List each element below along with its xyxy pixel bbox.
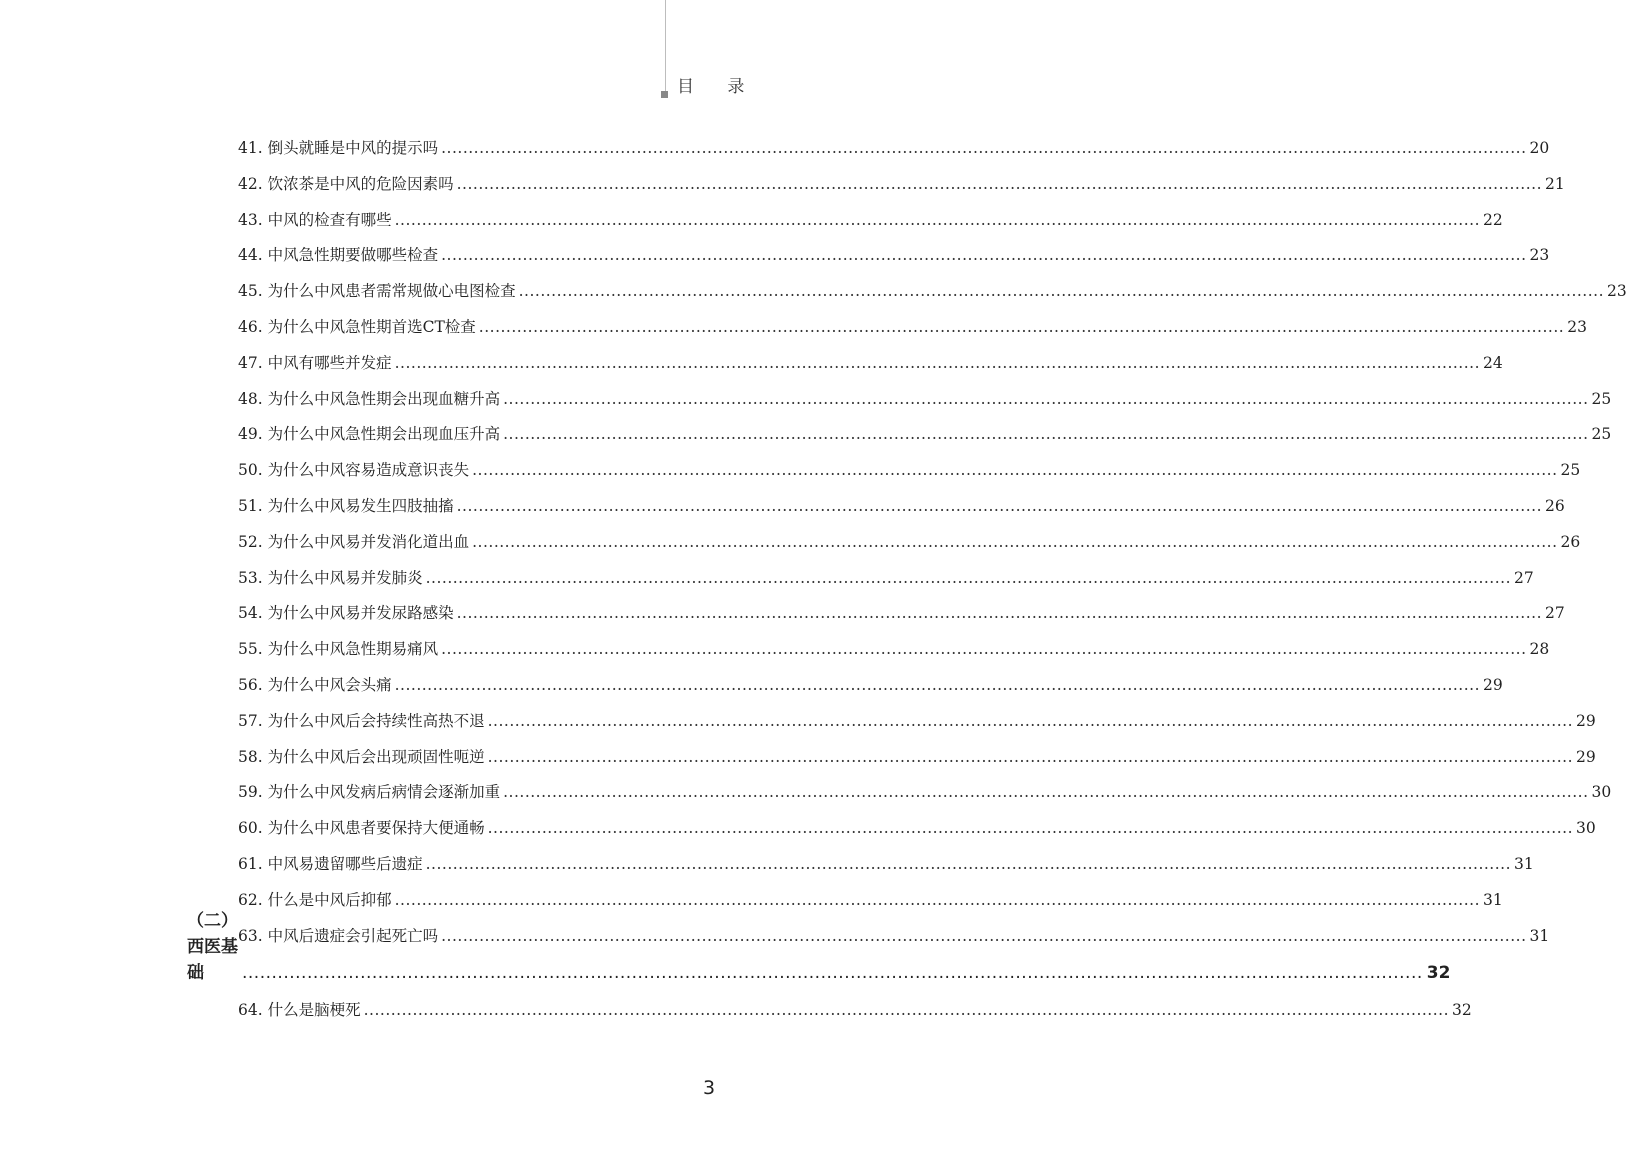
- section-page: 32: [1426, 963, 1451, 983]
- dot-leader: ........................................................................................................................................................................................................: [472, 461, 1558, 479]
- entry-number: 62.: [238, 891, 263, 909]
- entry-page: 25: [1591, 390, 1612, 408]
- toc-entry[interactable]: [238, 315, 1587, 339]
- dot-leader: ........................................................................................................................................................................................................: [242, 963, 1423, 983]
- toc-entry[interactable]: [238, 208, 1503, 232]
- entry-number: 42.: [238, 175, 263, 193]
- entry-number: 56.: [238, 676, 263, 694]
- toc-entry[interactable]: [238, 888, 1503, 912]
- dot-leader: ........................................................................................................................................................................................................: [394, 676, 1481, 694]
- toc-entry[interactable]: [238, 422, 1612, 446]
- dot-leader: ........................................................................................................................................................................................................: [487, 748, 1574, 766]
- entry-page: 25: [1591, 425, 1612, 443]
- entry-number: 55.: [238, 640, 263, 658]
- toc-entry[interactable]: [238, 637, 1550, 661]
- entry-title: 为什么中风易并发消化道出血: [267, 533, 470, 551]
- entry-page: 22: [1483, 211, 1503, 229]
- entry-number: 59.: [238, 783, 263, 801]
- dot-leader: ........................................................................................................................................................................................................: [503, 390, 1589, 408]
- entry-title: 中风易遗留哪些后遗症: [267, 855, 423, 873]
- entry-page: 31: [1514, 855, 1534, 873]
- dot-leader: ........................................................................................................................................................................................................: [503, 783, 1589, 801]
- dot-leader: ........................................................................................................................................................................................................: [441, 927, 1527, 945]
- entry-page: 23: [1567, 318, 1587, 336]
- dot-leader: ........................................................................................................................................................................................................: [456, 497, 1543, 515]
- toc-entry[interactable]: [238, 351, 1503, 375]
- dot-leader: ........................................................................................................................................................................................................: [472, 533, 1558, 551]
- running-header-title: 目 录: [677, 77, 759, 97]
- entry-number: 58.: [238, 748, 263, 766]
- entry-page: 27: [1514, 569, 1534, 587]
- entry-page: 30: [1591, 783, 1612, 801]
- toc-entry[interactable]: [238, 387, 1612, 411]
- entry-number: 53.: [238, 569, 263, 587]
- entry-page: 32: [1452, 1001, 1472, 1019]
- entry-page: 31: [1529, 927, 1550, 945]
- section-label: （二）西医基础: [187, 911, 238, 983]
- entry-title: 中风的检查有哪些: [267, 211, 392, 229]
- dot-leader: ........................................................................................................................................................................................................: [518, 282, 1605, 300]
- entry-title: 为什么中风后会出现顽固性呃逆: [267, 748, 485, 766]
- toc-entry[interactable]: [238, 780, 1612, 804]
- entry-title: 为什么中风后会持续性高热不退: [267, 712, 485, 730]
- toc-entry[interactable]: [238, 458, 1581, 482]
- entry-title: 为什么中风易并发尿路感染: [267, 604, 454, 622]
- dot-leader: ........................................................................................................................................................................................................: [441, 246, 1527, 264]
- dot-leader: ........................................................................................................................................................................................................: [425, 855, 1512, 873]
- entry-title: 为什么中风易并发肺炎: [267, 569, 423, 587]
- entry-page: 26: [1545, 497, 1565, 515]
- entry-number: 44.: [238, 246, 263, 264]
- entry-title: 为什么中风患者需常规做心电图检查: [267, 282, 516, 300]
- entry-number: 63.: [238, 927, 263, 945]
- toc-entry[interactable]: [238, 998, 1472, 1022]
- entry-number: 46.: [238, 318, 263, 336]
- entry-number: 51.: [238, 497, 263, 515]
- entry-page: 26: [1560, 533, 1581, 551]
- entry-number: 43.: [238, 211, 263, 229]
- toc-entry[interactable]: [238, 172, 1565, 196]
- entry-page: 28: [1529, 640, 1550, 658]
- entry-page: 29: [1576, 748, 1596, 766]
- entry-page: 30: [1576, 819, 1596, 837]
- dot-leader: ........................................................................................................................................................................................................: [363, 1001, 1450, 1019]
- entry-number: 52.: [238, 533, 263, 551]
- entry-title: 中风后遗症会引起死亡吗: [267, 927, 439, 945]
- entry-number: 54.: [238, 604, 263, 622]
- toc-entry[interactable]: [238, 530, 1581, 554]
- dot-leader: ........................................................................................................................................................................................................: [441, 640, 1527, 658]
- dot-leader: ........................................................................................................................................................................................................: [456, 604, 1543, 622]
- entry-number: 48.: [238, 390, 263, 408]
- toc-entry[interactable]: [238, 566, 1534, 590]
- entry-number: 47.: [238, 354, 263, 372]
- entry-page: 24: [1483, 354, 1503, 372]
- entry-title: 为什么中风易发生四肢抽搐: [267, 497, 454, 515]
- entry-number: 61.: [238, 855, 263, 873]
- toc-entry[interactable]: [238, 494, 1565, 518]
- page-number: 3: [703, 1077, 716, 1099]
- entry-title: 为什么中风患者要保持大便通畅: [267, 819, 485, 837]
- entry-page: 25: [1560, 461, 1581, 479]
- toc-entry[interactable]: [238, 243, 1550, 267]
- entry-page: 31: [1483, 891, 1503, 909]
- entry-title: 为什么中风会头痛: [267, 676, 392, 694]
- toc-entry[interactable]: [238, 136, 1550, 160]
- entry-page: 29: [1576, 712, 1596, 730]
- toc-entry[interactable]: [238, 279, 1627, 303]
- entry-number: 57.: [238, 712, 263, 730]
- entry-title: 为什么中风急性期首选CT检查: [267, 318, 476, 336]
- entry-number: 49.: [238, 425, 263, 443]
- dot-leader: ........................................................................................................................................................................................................: [394, 891, 1481, 909]
- dot-leader: ........................................................................................................................................................................................................: [487, 819, 1574, 837]
- header-marker: [661, 91, 668, 98]
- toc-entry[interactable]: [238, 852, 1534, 876]
- entry-title: 饮浓茶是中风的危险因素吗: [267, 175, 454, 193]
- entry-number: 45.: [238, 282, 263, 300]
- toc-entry[interactable]: [238, 924, 1550, 948]
- dot-leader: ........................................................................................................................................................................................................: [503, 425, 1589, 443]
- entry-title: 中风急性期要做哪些检查: [267, 246, 439, 264]
- entry-page: 23: [1607, 282, 1627, 300]
- dot-leader: ........................................................................................................................................................................................................: [456, 175, 1543, 193]
- entry-number: 41.: [238, 139, 263, 157]
- dot-leader: ........................................................................................................................................................................................................: [394, 211, 1481, 229]
- header-rule: [665, 0, 666, 95]
- entry-page: 27: [1545, 604, 1565, 622]
- dot-leader: ........................................................................................................................................................................................................: [425, 569, 1512, 587]
- toc-entry[interactable]: [238, 745, 1596, 769]
- dot-leader: ........................................................................................................................................................................................................: [478, 318, 1565, 336]
- toc-entry[interactable]: [238, 709, 1596, 733]
- entry-page: 23: [1529, 246, 1550, 264]
- entry-title: 为什么中风容易造成意识丧失: [267, 461, 470, 479]
- toc-entry[interactable]: [238, 601, 1565, 625]
- dot-leader: ........................................................................................................................................................................................................: [487, 712, 1574, 730]
- entry-title: 什么是中风后抑郁: [267, 891, 392, 909]
- entry-title: 为什么中风发病后病情会逐渐加重: [267, 783, 501, 801]
- entry-title: 为什么中风急性期会出现血糖升高: [267, 390, 501, 408]
- toc-entry[interactable]: [238, 673, 1503, 697]
- entry-title: 什么是脑梗死: [267, 1001, 361, 1019]
- entry-page: 29: [1483, 676, 1503, 694]
- entry-page: 20: [1529, 139, 1550, 157]
- entry-title: 中风有哪些并发症: [267, 354, 392, 372]
- toc-entry[interactable]: [238, 816, 1596, 840]
- entry-number: 50.: [238, 461, 263, 479]
- entry-title: 倒头就睡是中风的提示吗: [267, 139, 439, 157]
- dot-leader: ........................................................................................................................................................................................................: [394, 354, 1481, 372]
- dot-leader: ........................................................................................................................................................................................................: [441, 139, 1527, 157]
- entry-title: 为什么中风急性期易痛风: [267, 640, 439, 658]
- entry-page: 21: [1545, 175, 1565, 193]
- entry-title: 为什么中风急性期会出现血压升高: [267, 425, 501, 443]
- entry-number: 64.: [238, 1001, 263, 1019]
- entry-number: 60.: [238, 819, 263, 837]
